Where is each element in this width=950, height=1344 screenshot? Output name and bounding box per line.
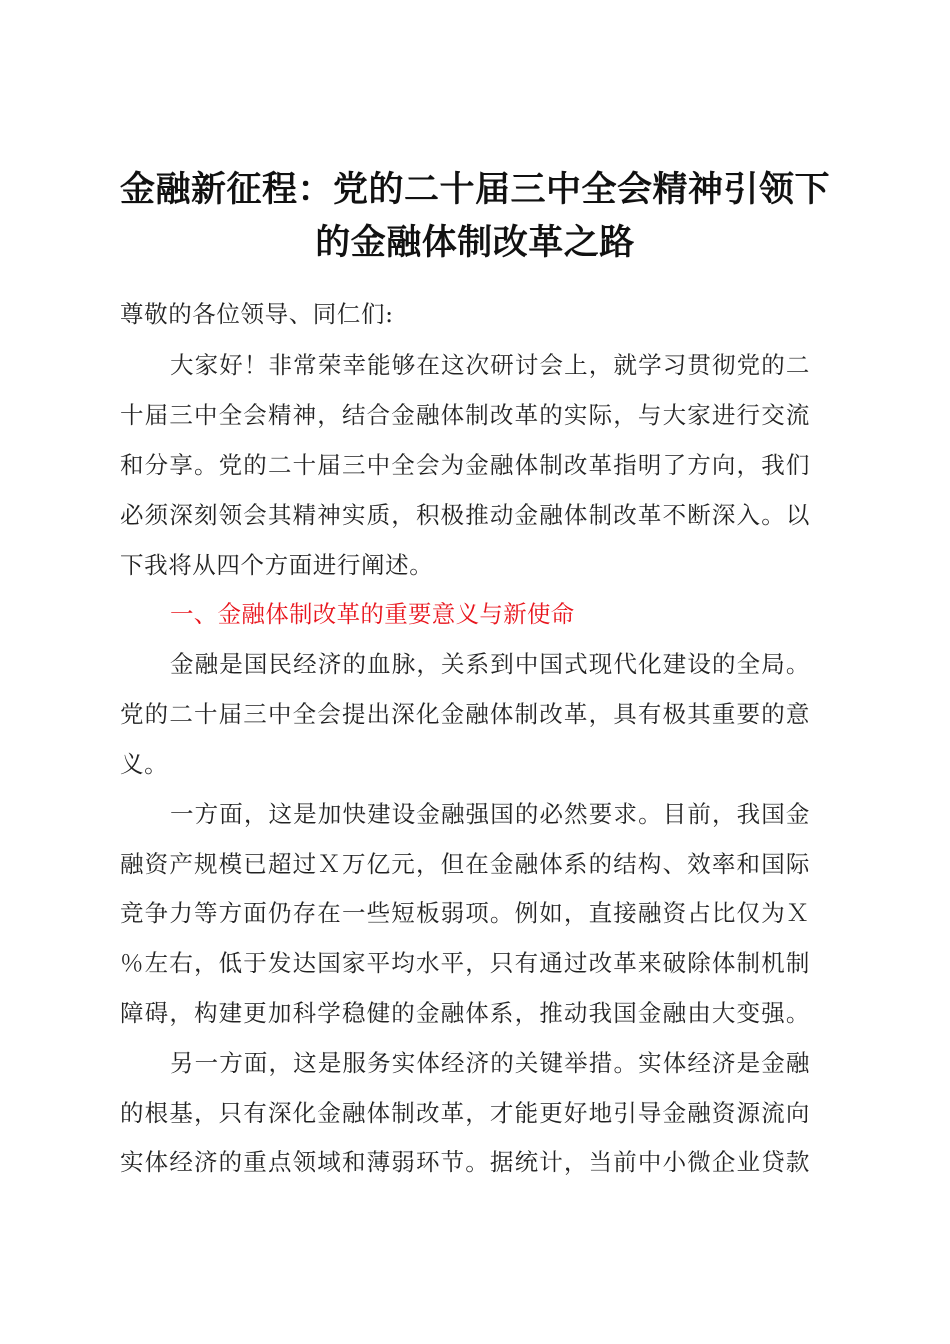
paragraph-line: 金融是国民经济的血脉，关系到中国式现代化建设的全局。 (170, 650, 810, 678)
paragraph-line: 义。 (120, 750, 169, 778)
paragraph-line: 实体经济的重点领域和薄弱环节。据统计，当前中小微企业贷款 (120, 1148, 810, 1176)
paragraph-line: 党的二十届三中全会提出深化金融体制改革，具有极其重要的意 (120, 700, 810, 728)
document-title-line-2: 的金融体制改革之路 (315, 222, 635, 263)
salutation: 尊敬的各位领导、同仁们: (120, 300, 394, 328)
paragraph-line: 一方面，这是加快建设金融强国的必然要求。目前，我国金 (170, 800, 810, 828)
intro-line: 和分享。党的二十届三中全会为金融体制改革指明了方向，我们 (120, 451, 810, 479)
paragraph-line: 竞争力等方面仍存在一些短板弱项。例如，直接融资占比仅为Ｘ (120, 899, 810, 927)
intro-line: 大家好！非常荣幸能够在这次研讨会上，就学习贯彻党的二 (170, 351, 810, 379)
paragraph-line: 融资产规模已超过Ｘ万亿元，但在金融体系的结构、效率和国际 (120, 850, 810, 878)
intro-line: 十届三中全会精神，结合金融体制改革的实际，与大家进行交流 (120, 401, 810, 429)
paragraph-line: 的根基，只有深化金融体制改革，才能更好地引导金融资源流向 (120, 1099, 810, 1127)
intro-line: 必须深刻领会其精神实质，积极推动金融体制改革不断深入。以 (120, 501, 810, 529)
paragraph-line: 另一方面，这是服务实体经济的关键举措。实体经济是金融 (170, 1049, 810, 1077)
document-title-line-1: 金融新征程：党的二十届三中全会精神引领下 (119, 169, 830, 210)
section-heading: 一、金融体制改革的重要意义与新使命 (170, 600, 575, 628)
paragraph-line: ％左右，低于发达国家平均水平，只有通过改革来破除体制机制 (120, 949, 810, 977)
paragraph-line: 障碍，构建更加科学稳健的金融体系，推动我国金融由大变强。 (120, 999, 810, 1027)
intro-line: 下我将从四个方面进行阐述。 (120, 551, 434, 579)
